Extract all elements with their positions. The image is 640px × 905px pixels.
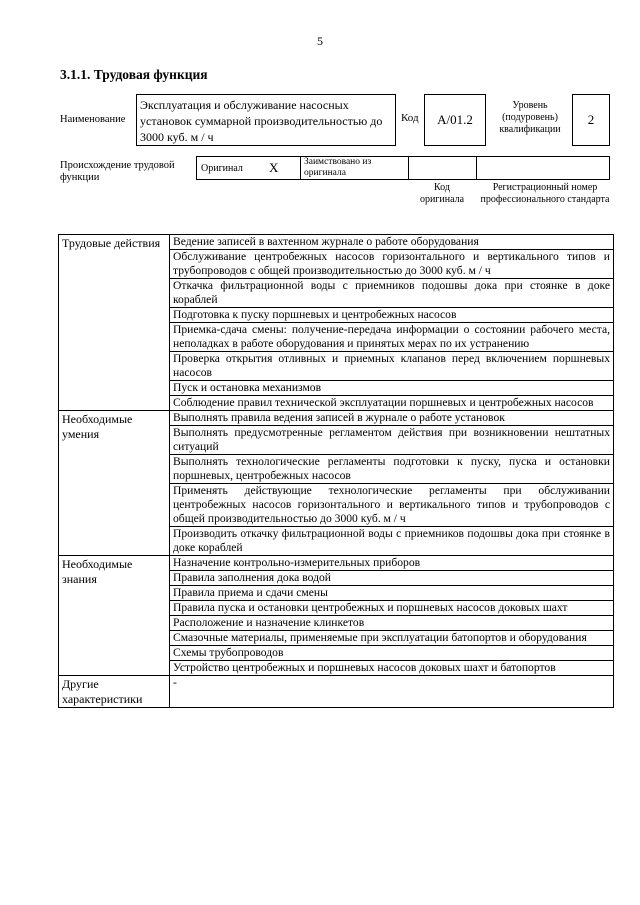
item-cell: - — [170, 676, 614, 708]
item-cell: Обслуживание центробежных насосов горизонтального и вертикального типов и трубопроводов с общей производительностью до 3000 куб. м / ч — [170, 250, 614, 279]
page-number: 5 — [317, 34, 323, 48]
origin-row — [196, 156, 610, 180]
category-cell: Другие характеристики — [59, 676, 170, 708]
item-cell: Пуск и остановка механизмов — [170, 381, 614, 396]
code-value: А/01.2 — [437, 112, 473, 127]
original-cell — [197, 157, 301, 179]
item-cell: Проверка открытия отливных и приемных клапанов перед включением поршневых насосов — [170, 352, 614, 381]
category-cell: Трудовые действия — [59, 235, 170, 411]
item-cell: Применять действующие технологические регламенты при обслуживании центробежных насосов горизонтального и вертикального типов и трубопроводов с общей производительностью до 3000 куб. м / ч — [170, 484, 614, 527]
item-cell: Схемы трубопроводов — [170, 646, 614, 661]
category-cell: Необходимые умения — [59, 411, 170, 556]
level-label: Уровень (подуровень) квалификации — [499, 100, 561, 135]
function-details-table — [58, 234, 614, 708]
item-cell: Правила заполнения дока водой — [170, 571, 614, 586]
function-name-box — [136, 94, 396, 146]
item-cell: Правила пуска и остановки центробежных и поршневых насосов доковых шахт — [170, 601, 614, 616]
borrowed-cell — [301, 157, 409, 179]
original-code-cell — [409, 157, 477, 179]
section-title: 3.1.1. Трудовая функция — [60, 67, 208, 82]
table-row — [59, 556, 614, 571]
item-cell: Выполнять предусмотренные регламентом действия при возникновении нештатных ситуаций — [170, 426, 614, 455]
item-cell: Устройство центробежных и поршневых насосов доковых шахт и батопортов — [170, 661, 614, 676]
category-cell: Необходимые знания — [59, 556, 170, 676]
item-cell: Подготовка к пуску поршневых и центробежных насосов — [170, 308, 614, 323]
item-cell: Соблюдение правил технической эксплуатации поршневых и центробежных насосов — [170, 396, 614, 411]
item-cell: Откачка фильтрационной воды с приемников подошвы дока при стоянке в доке кораблей — [170, 279, 614, 308]
code-box — [424, 94, 486, 146]
table-row — [59, 235, 614, 250]
table-row — [59, 411, 614, 426]
item-cell: Ведение записей в вахтенном журнале о работе оборудования — [170, 235, 614, 250]
item-cell: Смазочные материалы, применяемые при эксплуатации батопортов и оборудования — [170, 631, 614, 646]
original-mark: X — [269, 160, 279, 175]
original-label: Оригинал — [201, 163, 243, 174]
reg-number-caption: Регистрационный номер профессионального стандарта — [480, 182, 610, 205]
table-row — [59, 676, 614, 708]
item-cell: Правила приема и сдачи смены — [170, 586, 614, 601]
level-value: 2 — [587, 112, 595, 127]
origin-label: Происхождение трудовой функции — [60, 160, 175, 183]
item-cell: Расположение и назначение клинкетов — [170, 616, 614, 631]
level-box — [572, 94, 610, 146]
original-code-caption: Код оригинала — [419, 182, 465, 205]
item-cell: Выполнять правила ведения записей в журнале о работе установок — [170, 411, 614, 426]
item-cell: Производить откачку фильтрационной воды с приемников подошвы дока при стоянке в доке кораблей — [170, 527, 614, 556]
item-cell: Приемка-сдача смены: получение-передача информации о состоянии рабочего места, неполадках в работе оборудования и принятых мерах по их устранению — [170, 323, 614, 352]
code-label: Код — [401, 112, 419, 124]
item-cell: Выполнять технологические регламенты подготовки к пуску, пуска и остановки поршневых, центробежных насосов — [170, 455, 614, 484]
reg-number-cell — [477, 157, 609, 179]
borrowed-label: Заимствовано из оригинала — [304, 157, 372, 178]
name-label: Наименование — [60, 114, 126, 125]
item-cell: Назначение контрольно-измерительных приборов — [170, 556, 614, 571]
function-name: Эксплуатация и обслуживание насосных установок суммарной производительностью до 3000 куб. м / ч — [140, 98, 383, 144]
